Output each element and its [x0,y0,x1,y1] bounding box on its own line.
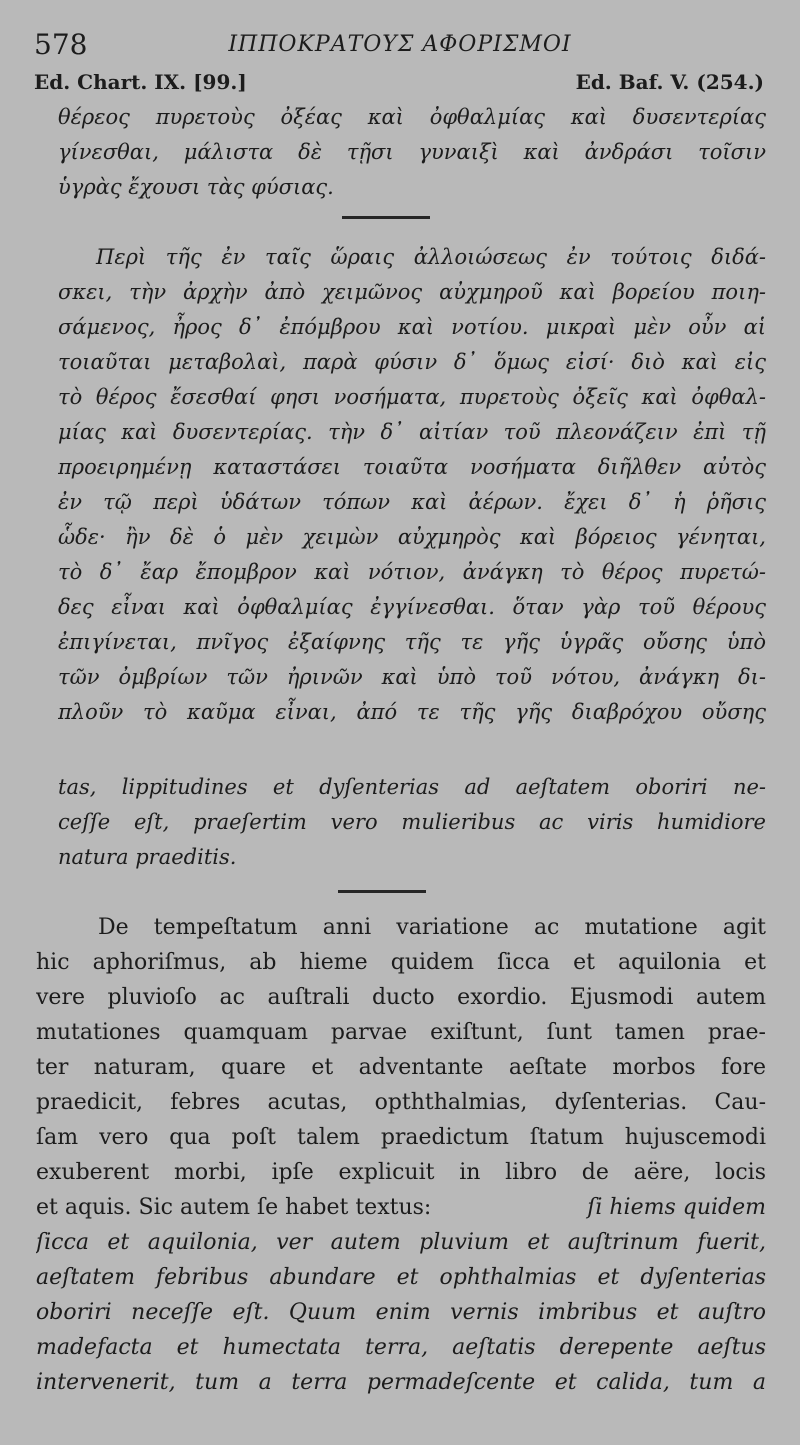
text-line: πλοῦν τὸ καῦμα εἶναι, ἀπό τε τῆς γῆς διαβρόχου οὔσης [58,700,766,724]
page-number: 578 [34,28,88,61]
text-line: μίας καὶ δυσεντερίας. τὴν δ᾽ αἰτίαν τοῦ πλεονάζειν ἐπὶ τῇ [58,420,766,444]
text-line: ὧδε· ἢν δὲ ὁ μὲν χειμὼν αὐχμηρὸς καὶ βόρειος γένηται, [58,525,766,549]
mixed-text-line [36,1190,766,1225]
text-line: ter naturam, quare et adventante aeſtate morbos fore [36,1055,766,1080]
text-line: ἐπιγίνεται, πνῖγος ἐξαίφνης τῆς τε γῆς ὑγρᾶς οὔσης ὑπὸ [58,630,766,654]
text-line: ceſſe eſt, praeſertim vero mulieribus ac viris humidiore [58,810,766,834]
text-line: Περὶ τῆς ἐν ταῖς ὥραις ἀλλοιώσεως ἐν τούτοις διδά- [96,245,766,269]
text-line: oboriri neceſſe eſt. Quum enim vernis imbribus et auſtro [36,1300,766,1325]
text-line: tas, lippitudines et dyſenterias ad aeſtatem oboriri ne- [58,775,766,799]
text-line: aeſtatem febribus abundare et ophthalmias et dyſenterias [36,1265,766,1290]
section-divider [338,890,426,893]
latin-aphorism-translation [58,770,766,875]
text-line: mutationes quamquam parvae exiſtunt, ſunt tamen prae- [36,1020,766,1045]
text-line: exuberent morbi, ipſe explicuit in libro de aëre, locis [36,1160,766,1185]
text-line: σκει, τὴν ἀρχὴν ἀπὸ χειμῶνος αὐχμηροῦ καὶ βορείου ποιη- [58,280,766,304]
text-line: hic aphoriſmus, ab hieme quidem ſicca et aquilonia et [36,950,766,975]
greek-commentary [58,240,766,730]
text-line: intervenerit, tum a terra permadeſcente et calida, tum a [36,1370,766,1395]
text-segment-italic: ſi hiems quidem [587,1195,766,1220]
text-line: προειρημένῃ καταστάσει τοιαῦτα νοσήματα διῆλθεν αὐτὸς [58,455,766,479]
running-title: ΙΠΠΟΚΡΑΤΟΥΣ ΑΦΟΡΙΣΜΟΙ [228,32,572,57]
text-line: γίνεσθαι, μάλιστα δὲ τῇσι γυναιξὶ καὶ ἀνδράσι τοῖσιν [58,140,766,164]
page-header [0,28,800,68]
text-segment-roman: et aquis. Sic autem ſe habet textus: [36,1195,432,1220]
text-line: natura praeditis. [58,845,237,869]
text-line: σάμενος, ἦρος δ᾽ ἐπόμβρου καὶ νοτίου. μικραὶ μὲν οὖν αἱ [58,315,766,339]
text-line: praedicit, febres acutas, opththalmias, dyſenterias. Cau- [36,1090,766,1115]
section-divider [342,216,430,219]
text-line: ſicca et aquilonia, ver autem pluvium et auſtrinum fuerit, [36,1230,766,1255]
text-line: ἐν τῷ περὶ ὑδάτων τόπων καὶ ἀέρων. ἔχει δ᾽ ἡ ῥῆσις [58,490,766,514]
text-line: θέρεος πυρετοὺς ὀξέας καὶ ὀφθαλμίας καὶ δυσεντερίας [58,105,766,129]
latin-commentary [36,910,766,1400]
greek-aphorism-text [58,100,766,205]
text-line: vere pluvioſo ac auſtrali ducto exordio. Ejusmodi autem [36,985,766,1010]
text-line: τῶν ὀμβρίων τῶν ἠρινῶν καὶ ὑπὸ τοῦ νότου, ἀνάγκη δι- [58,665,766,689]
edition-reference-right: Ed. Baf. V. (254.) [575,70,764,94]
text-line: madefacta et humectata terra, aeſtatis derepente aeſtus [36,1335,766,1360]
text-line: τὸ θέρος ἔσεσθαί φησι νοσήματα, πυρετοὺς ὀξεῖς καὶ ὀφθαλ- [58,385,766,409]
text-line: ſam vero qua poſt talem praedictum ſtatum hujuscemodi [36,1125,766,1150]
text-line: τοιαῦται μεταβολαὶ, παρὰ φύσιν δ᾽ ὅμως εἰσί· διὸ καὶ εἰς [58,350,766,374]
text-line: τὸ δ᾽ ἔαρ ἔπομβρον καὶ νότιον, ἀνάγκη τὸ θέρος πυρετώ- [58,560,766,584]
text-line: ὑγρὰς ἔχουσι τὰς φύσιας. [58,175,334,199]
text-line: De tempeſtatum anni variatione ac mutatione agit [98,915,766,940]
text-line: δες εἶναι καὶ ὀφθαλμίας ἐγγίνεσθαι. ὅταν γὰρ τοῦ θέρους [58,595,766,619]
edition-reference-left: Ed. Chart. IX. [99.] [34,70,247,94]
